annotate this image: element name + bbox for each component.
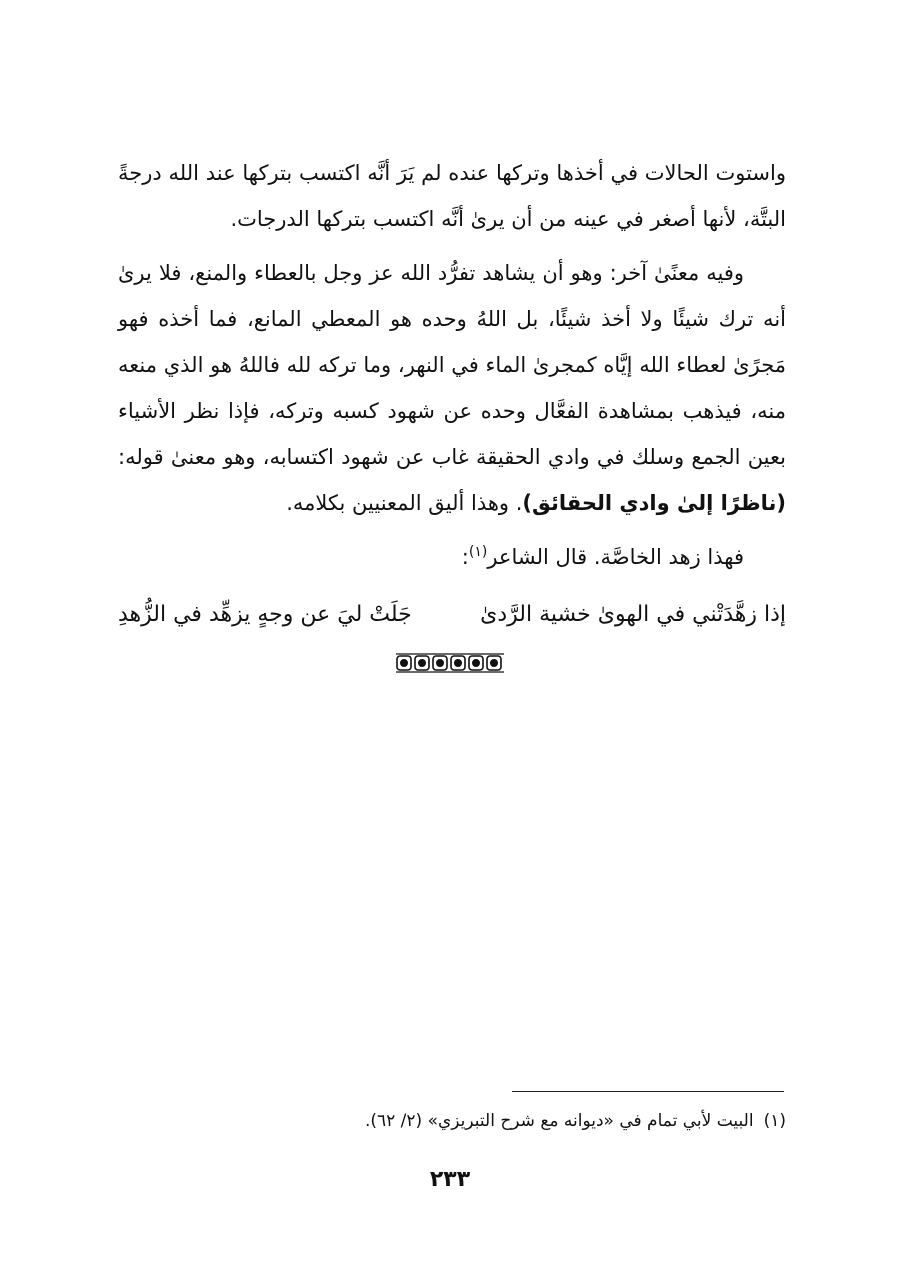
poetry-verse [118, 592, 786, 638]
paragraph-2 [118, 250, 786, 526]
main-text [118, 150, 786, 580]
paragraph-3-text: فهذا زهد الخاصَّة. قال الشاعر [487, 545, 744, 569]
paragraph-1-text: واستوت الحالات في أخذها وتركها عنده لم يَرَ أنَّه اكتسب بتركها عند الله درجةً البتَّة، لأنها أصغر في عينه من أن يرىٰ أنَّه اكتسب بتركها الدرجات. [118, 161, 786, 231]
paragraph-1 [118, 150, 786, 242]
paragraph-3-end: : [461, 545, 469, 569]
floral-ornament-icon [0, 652, 900, 678]
footnote-text: البيت لأبي تمام في «ديوانه مع شرح التبريزي» (٢/ ٦٢). [364, 1111, 754, 1131]
verse-second-hemistich: جَلَتْ ليَ عن وجهٍ يزهِّد في الزُّهدِ [118, 602, 412, 627]
paragraph-2-text: وفيه معنًىٰ آخر: وهو أن يشاهد تفرُّد الله عز وجل بالعطاء والمنع، فلا يرىٰ أنه ترك شيئًا ولا أخذ شيئًا، بل اللهُ وحده هو المعطي المانع، فما أخذه فهو مَجرًىٰ لعطاء الله إيَّاه كمجرىٰ الماء في النهر، وما تركه لله فاللهُ هو الذي منعه منه، فيذهب بمشاهدة الفعَّال وحده عن شهود كسبه وتركه، فإذا نظر الأشياء بعين الجمع وسلك في وادي الحقيقة غاب عن شهود اكتسابه، وهو معنىٰ قوله: [118, 261, 786, 469]
page-number: ٢٣٣ [429, 1167, 471, 1192]
footnote-reference[interactable]: (١) [468, 544, 488, 560]
quoted-phrase: (ناظرًا إلىٰ وادي الحقائق) [522, 491, 786, 515]
verse-first-hemistich: إذا زهَّدَتْني في الهوىٰ خشية الرَّدىٰ [480, 602, 786, 627]
footnote-number: (١) [763, 1111, 786, 1131]
paragraph-2-end: . وهذا أليق المعنيين بكلامه. [286, 491, 523, 515]
paragraph-3 [118, 534, 786, 580]
footnote-divider [512, 1091, 784, 1092]
footnote [118, 1104, 786, 1138]
